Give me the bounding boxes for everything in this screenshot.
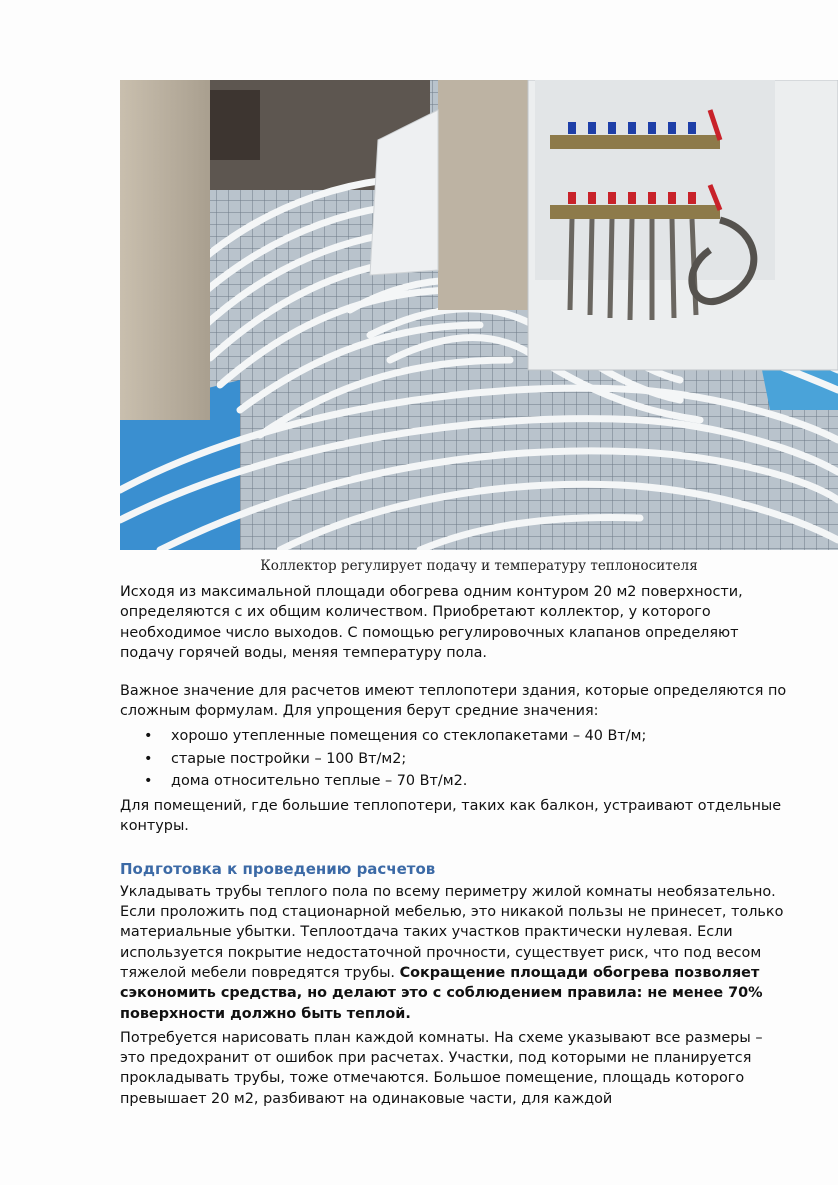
- paragraph: Важное значение для расчетов имеют теплопотери здания, которые определяются по сложным формулам. Для упрощения берут средние значения:: [120, 683, 787, 720]
- paragraph: [120, 882, 790, 1024]
- article-body: [120, 582, 790, 1109]
- section-heading: Подготовка к проведению расчетов: [120, 859, 436, 878]
- heat-loss-list: [120, 725, 790, 793]
- paragraph-text: Укладывать трубы теплого пола по всему периметру жилой комнаты необязательно. Если проложить под стационарной мебелью, это никакой пользы не принесет, только материальные убытки. Теплоотдача таких участков практически нулевая. Если используется покрытие недостаточной прочности, существует риск, что под весом тяжелой мебели повредятся трубы.: [120, 883, 784, 981]
- paragraph: Потребуется нарисовать план каждой комнаты. На схеме указывают все размеры – это предохранит от ошибок при расчетах. Участки, под которыми не планируется прокладывать трубы, тоже отмечаются. Большое помещение, площадь которого превышает 20 м2, разбивают на одинаковые части, для каждой: [120, 1029, 763, 1107]
- figure-caption: Коллектор регулирует подачу и температуру теплоносителя: [260, 558, 698, 574]
- underfloor-heating-illustration: [120, 80, 838, 550]
- list-item: • дома относительно теплые – 70 Вт/м2.: [120, 770, 790, 793]
- collector-photo: [120, 80, 838, 550]
- list-item: • хорошо утепленные помещения со стеклопакетами – 40 Вт/м;: [120, 725, 790, 748]
- paragraph-bold-text: Сокращение площади обогрева позволяет сэкономить средства, но делают это с соблюдением правила: не менее 70% поверхности должно быть теплой.: [120, 964, 763, 1022]
- paragraph: Для помещений, где большие теплопотери, таких как балкон, устраивают отдельные контуры.: [120, 798, 782, 835]
- list-item: • старые постройки – 100 Вт/м2;: [120, 748, 790, 771]
- paragraph: Исходя из максимальной площади обогрева одним контуром 20 м2 поверхности, определяются с их общим количеством. Приобретают коллектор, у которого необходимое число выходов. С помощью регулировочных клапанов определяют подачу горячей воды, меняя температуру пола.: [120, 584, 743, 661]
